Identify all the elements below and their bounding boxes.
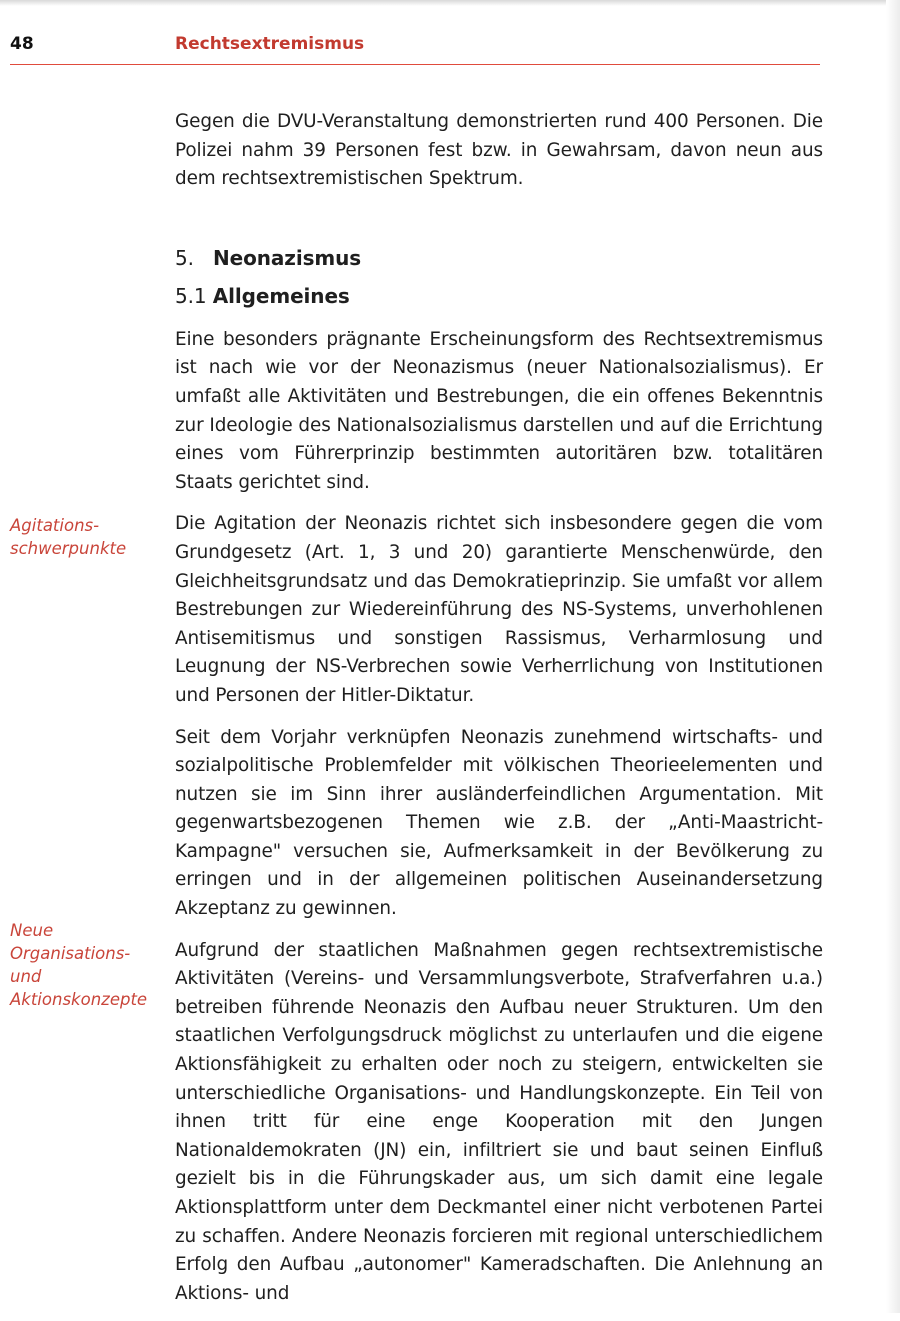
subsection-title: Allgemeines [212, 283, 350, 308]
paragraph-definition: Eine besonders prägnante Erscheinungsform des Rechtsextremismus ist nach wie vor der Neonazismus (neuer Nationalsozialismus). Er umfaßt alle Aktivitäten und Bestrebungen, die ein offenes Bekenntnis zur Ideologie des Nationalsozialismus darstellen und auf die Errichtung eines vom Führerprinzip bestimmten autoritären bzw. totalitären Staats gerichtet sind. [175, 328, 823, 493]
page-number: 48 [10, 34, 34, 54]
subsection-number: 5.1 [175, 283, 207, 308]
section-heading-5-1 [175, 282, 823, 310]
page-top-edge [0, 0, 900, 6]
section-heading-5 [175, 244, 823, 272]
margin-note-agitation: Agitations-schwerpunkte [10, 516, 127, 558]
intro-paragraph: Gegen die DVU-Veranstaltung demonstrierten rund 400 Personen. Die Polizei nahm 39 Personen fest bzw. in Gewahrsam, davon neun aus dem rechtsextremistischen Spektrum. [175, 111, 823, 190]
page-right-edge [886, 0, 900, 1313]
paragraph-agitation: Die Agitation der Neonazis richtet sich insbesondere gegen die vom Grundgesetz (Art. 1, 3 und 20) garantierte Menschenwürde, den Gleichheitsgrundsatz und das Demokratieprinzip. Sie umfaßt vor allem Bestrebungen zur Wiedereinführung des NS-Systems, unverhohlenen Antisemitismus und sonstigen Rassismus, Verharmlosung und Leugnung der NS-Verbrechen sowie Verherrlichung von Institutionen und Personen der Hitler-Diktatur. [175, 513, 823, 706]
paragraph-organisation: Aufgrund der staatlichen Maßnahmen gegen rechtsextremistische Aktivitäten (Vereins- und Versammlungsverbote, Strafverfahren u.a.) betreiben führende Neonazis den Aufbau neuer Strukturen. Um den staatlichen Verfolgungsdruck möglichst zu unterlaufen und die eigene Aktionsfähigkeit zu erhalten oder noch zu steigern, entwickelten sie unterschiedliche Organisations- und Handlungskonzepte. Ein Teil von ihnen tritt für eine enge Kooperation mit den Jungen Nationaldemokraten (JN) ein, infiltriert sie und baut seinen Einfluß gezielt bis in die Führungskader aus, um sich damit eine legale Aktionsplattform unter dem Deckmantel einer nicht verbotenen Partei zu schaffen. Andere Neonazis forcieren mit regional unterschiedlichem Erfolg den Aufbau „autonomer" Kameradschaften. Die Anlehnung an Aktions- und [175, 939, 823, 1304]
section-title: Neonazismus [213, 245, 362, 270]
running-title: Rechtsextremismus [175, 34, 365, 54]
main-text [175, 108, 823, 1321]
margin-note-organisation: Neue Organisations- und Aktionskonzepte [10, 921, 148, 1009]
section-number: 5. [175, 245, 194, 270]
paragraph-themes: Seit dem Vorjahr verknüpfen Neonazis zunehmend wirtschafts- und sozialpolitische Problemfelder mit völkischen Theorieelementen und nutzen sie im Sinn ihrer ausländerfeindlichen Argumentation. Mit gegenwartsbezogenen Themen wie z.B. der „Anti-Maastricht-Kampagne" versuchen sie, Aufmerksamkeit in der Bevölkerung zu erringen und in der allgemeinen politischen Auseinandersetzung Akzeptanz zu gewinnen. [175, 726, 823, 920]
page-header [10, 34, 820, 65]
